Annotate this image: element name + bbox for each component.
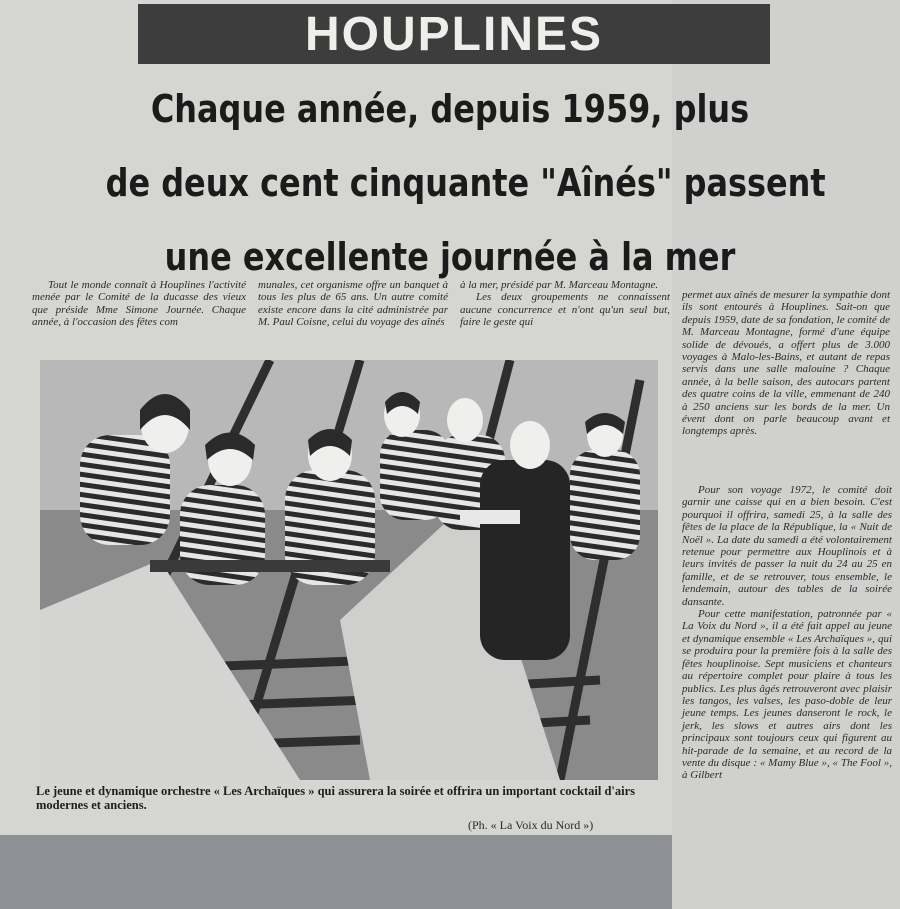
paragraph: Pour cette manifestation, patronnée par « La Voix du Nord », il a été fait appel au jeune et dynamique ensemble « Les Archaïques », qui se produira pour la première fois à la salle des fêtes houplinoise. Sept musiciens et chanteurs au répertoire complet pour plaire à tous les publics. Les plus âgés retrouveront avec plaisir les tangos, les valses, les paso-doble de leur jeune temps. Les jeunes danseront le rock, le jerk, les slows et autres airs dont les principaux sont toujours ceux qui figurent au hit-parade de la semaine, et au record de la vente du disque : « Mamy Blue », « The Fool », à Gilbert — [682, 608, 892, 782]
paragraph: Tout le monde connaît à Houplines l'activité menée par le Comité de la ducasse des vieux que préside Mme Simone Journée. Chaque année, à l'occasion des fêtes com — [32, 279, 246, 329]
paragraph: munales, cet organisme offre un banquet à tous les plus de 65 ans. Un autre comité existe encore dans la cité administrée par M. Paul Coisne, celui du voyage des aînés — [258, 279, 448, 329]
article-column-4 — [682, 289, 890, 438]
article-column-1 — [32, 279, 246, 329]
article-column-5 — [682, 484, 892, 782]
headline-line-3: une excellente journée à la mer — [164, 235, 736, 279]
article-column-3 — [460, 279, 670, 329]
paragraph: à la mer, présidé par M. Marceau Montagne. — [460, 279, 659, 291]
photo-caption: Le jeune et dynamique orchestre « Les Archaïques » qui assurera la soirée et offrira un important cocktail d'airs modernes et anciens. — [36, 784, 636, 812]
band-photo-image — [40, 360, 658, 780]
photo-credit: (Ph. « La Voix du Nord ») — [468, 818, 594, 832]
headline — [105, 72, 826, 294]
masthead: HOUPLINES — [138, 4, 770, 64]
band-photo — [40, 360, 658, 780]
paragraph: permet aux aînés de mesurer la sympathie dont ils sont entourés à Houplines. Sait-on que depuis 1959, date de sa fondation, le comité de M. Marceau Montagne, formé d'une équipe solide de dévoués, a offert plus de 3.000 voyages à Malo-les-Bains, et autant de repas servis dans une salle malouine ? Chaque année, à la belle saison, des autocars partent des quatre coins de la ville, emmenant de 240 à 250 anciens sur les bords de la mer. Un évent dont on parle beaucoup avant et longtemps après. — [682, 289, 890, 438]
headline-line-1: Chaque année, depuis 1959, plus — [150, 87, 750, 131]
paragraph: Pour son voyage 1972, le comité doit garnir une caisse qui en a bien besoin. C'est pourquoi il offrira, samedi 25, à la salle des fêtes de la place de la République, la « Nuit de Noël ». La date du samedi a été volontairement retenue pour permettre aux Houplinois et à leurs invités de passer la nuit du 24 au 25 en famille, et de se retrouver, tous ensemble, le lendemain, autour des tables de la soirée dansante. — [682, 484, 892, 608]
paragraph: Les deux groupements ne connaissent aucune concurrence et n'ont qu'un seul but, faire le geste qui — [460, 291, 670, 329]
headline-line-2: de deux cent cinquante "Aînés" passent — [105, 161, 826, 205]
article-column-2 — [258, 279, 448, 329]
